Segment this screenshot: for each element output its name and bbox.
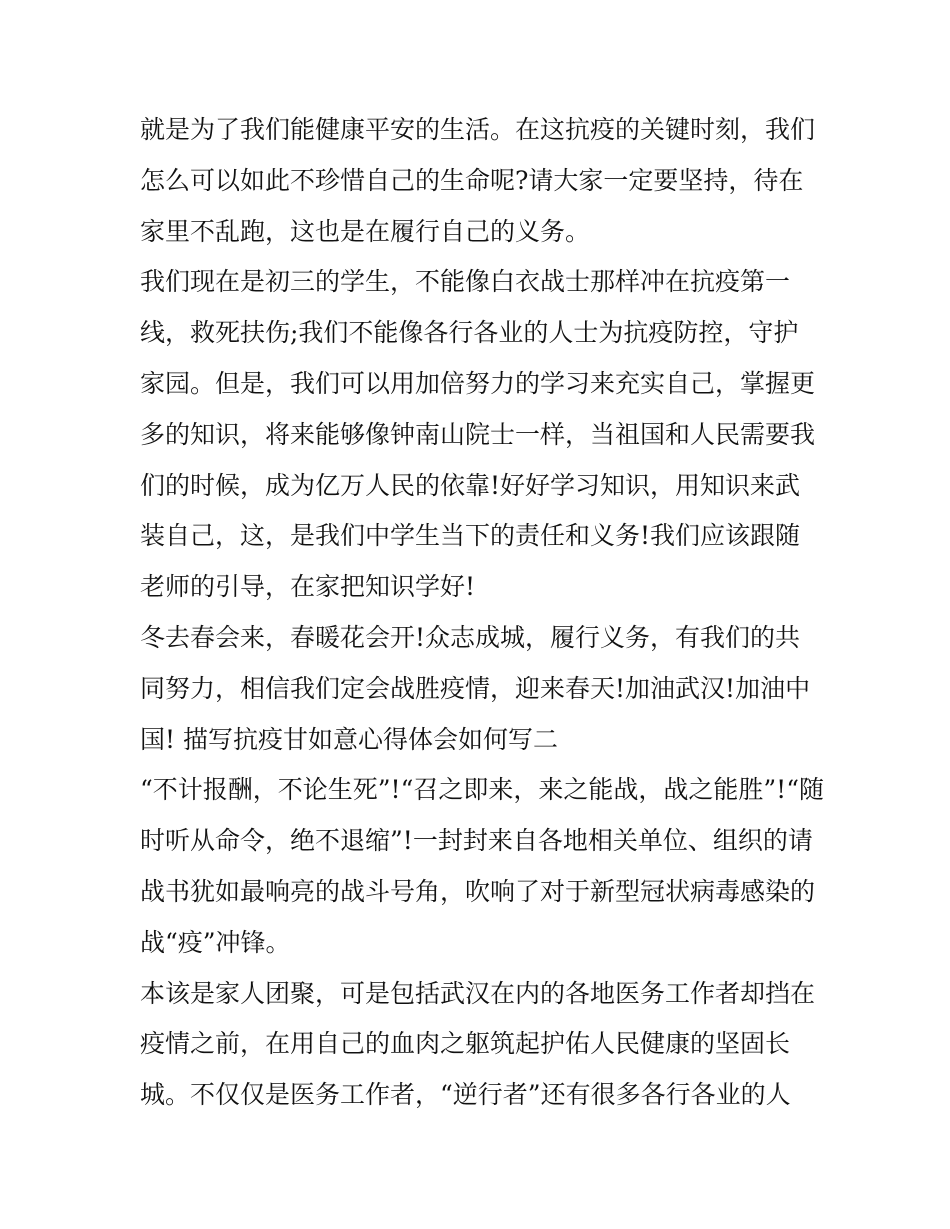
- text-line: 多的知识，将来能够像钟南山院士一样，当祖国和人民需要我: [140, 419, 816, 449]
- text-line: 国! 描写抗疫甘如意心得体会如何写二: [140, 724, 558, 754]
- text-line: 同努力，相信我们定会战胜疫情，迎来春天!加油武汉!加油中: [140, 673, 811, 703]
- text-line: 时听从命令，绝不退缩”!一封封来自各地相关单位、组织的请: [140, 826, 813, 856]
- text-line: 疫情之前，在用自己的血肉之躯筑起护佑人民健康的坚固长: [140, 1029, 791, 1059]
- text-line: 家里不乱跑，这也是在履行自己的义务。: [140, 216, 591, 246]
- text-line: 怎么可以如此不珍惜自己的生命呢?请大家一定要坚持，待在: [140, 165, 804, 195]
- text-line: 城。不仅仅是医务工作者，“逆行者”还有很多各行各业的人: [140, 1080, 791, 1110]
- document-body: [140, 105, 824, 1121]
- text-line: 们的时候，成为亿万人民的依靠!好好学习知识，用知识来武: [140, 470, 801, 500]
- text-line: 战“疫”冲锋。: [140, 927, 291, 957]
- text-line: “不计报酬，不论生死”!“召之即来，来之能战，战之能胜”!“随: [140, 775, 824, 805]
- paragraph: [140, 257, 820, 613]
- paragraph: [140, 765, 824, 968]
- text-line: 老师的引导，在家把知识学好!: [140, 572, 476, 602]
- text-line: 本该是家人团聚，可是包括武汉在内的各地医务工作者却挡在: [140, 978, 816, 1008]
- text-line: 我们现在是初三的学生，不能像白衣战士那样冲在抗疫第一: [140, 267, 791, 297]
- text-line: 战书犹如最响亮的战斗号角，吹响了对于新型冠状病毒感染的: [140, 876, 816, 906]
- text-line: 冬去春会来，春暖花会开!众志成城，履行义务，有我们的共: [140, 622, 801, 652]
- text-line: 就是为了我们能健康平安的生活。在这抗疫的关键时刻，我们: [140, 115, 816, 144]
- paragraph: [140, 969, 820, 1121]
- text-line: 装自己，这，是我们中学生当下的责任和义务!我们应该跟随: [140, 521, 801, 551]
- paragraph: [140, 613, 820, 765]
- paragraph: [140, 105, 820, 257]
- text-line: 线，救死扶伤;我们不能像各行各业的人士为抗疫防控，守护: [140, 318, 799, 348]
- text-line: 家园。但是，我们可以用加倍努力的学习来充实自己，掌握更: [140, 368, 816, 398]
